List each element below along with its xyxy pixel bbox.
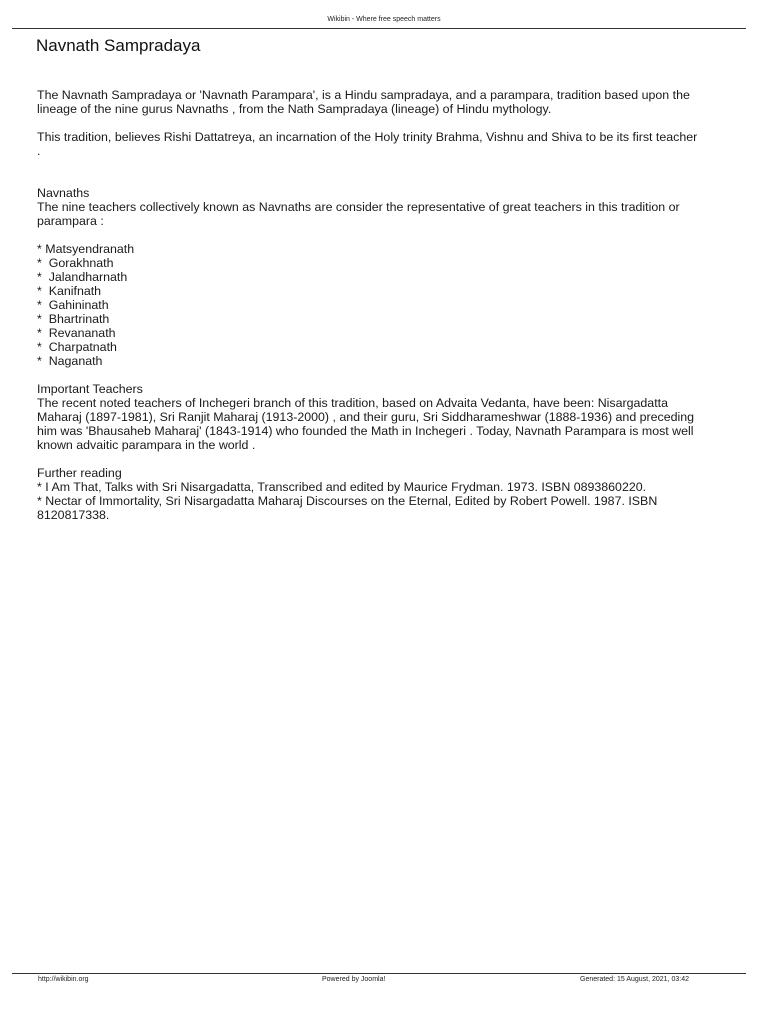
teachers-section (37, 382, 733, 452)
reading-line: * Nectar of Immortality, Sri Nisargadatta Maharaj Discourses on the Eternal, Edited by Robert Powell. 1987. ISBN (37, 494, 658, 508)
list-item: * Matsyendranath (37, 242, 135, 256)
intro-line: The Navnath Sampradaya or 'Navnath Parampara', is a Hindu sampradaya, and a parampara, tradition based upon the (37, 88, 690, 102)
navnaths-intro-line: parampara : (37, 214, 104, 228)
header-divider (12, 28, 746, 29)
tradition-line: . (37, 144, 41, 158)
intro-paragraph (37, 88, 733, 116)
list-item: * Revananath (37, 326, 116, 340)
teachers-line: him was 'Bhausaheb Maharaj' (1843-1914) who founded the Math in Inchegeri . Today, Navnath Parampara is most well (37, 424, 694, 438)
navnaths-list (37, 242, 733, 368)
footer-generated-date: Generated: 15 August, 2021, 03:42 (580, 976, 689, 983)
list-item: * Bhartrinath (37, 312, 110, 326)
tradition-paragraph (37, 130, 733, 158)
footer-divider (12, 973, 746, 974)
teachers-line: Maharaj (1897-1981), Sri Ranjit Maharaj (1913-2000) , and their guru, Sri Siddharameshwar (1888-1936) and preceding (37, 410, 695, 424)
navnaths-section (37, 186, 733, 228)
section-heading-further-reading: Further reading (37, 466, 122, 480)
section-heading-teachers: Important Teachers (37, 382, 143, 396)
footer-url: http://wikibin.org (38, 976, 89, 983)
list-item: * Jalandharnath (37, 270, 128, 284)
footer-powered-by: Powered by Joomla! (322, 976, 386, 983)
teachers-line: known advaitic parampara in the world . (37, 438, 256, 452)
tradition-line: This tradition, believes Rishi Dattatreya, an incarnation of the Holy trinity Brahma, Vishnu and Shiva to be its first teacher (37, 130, 698, 144)
intro-line: lineage of the nine gurus Navnaths , from the Nath Sampradaya (lineage) of Hindu mythology. (37, 102, 552, 116)
site-tagline: Wikibin - Where free speech matters (327, 16, 441, 23)
section-heading-navnaths: Navnaths (37, 186, 90, 200)
list-item: * Gorakhnath (37, 256, 114, 270)
reading-line: * I Am That, Talks with Sri Nisargadatta, Transcribed and edited by Maurice Frydman. 1973. ISBN 0893860220. (37, 480, 647, 494)
list-item: * Naganath (37, 354, 103, 368)
teachers-line: The recent noted teachers of Inchegeri branch of this tradition, based on Advaita Vedanta, have been: Nisargadatta (37, 396, 668, 410)
further-reading-section (37, 466, 733, 522)
article-body (37, 88, 733, 522)
navnaths-intro-line: The nine teachers collectively known as Navnaths are consider the representative of great teachers in this tradition or (37, 200, 680, 214)
page-title: Navnath Sampradaya (36, 36, 201, 55)
reading-line: 8120817338. (37, 508, 110, 522)
list-item: * Gahininath (37, 298, 109, 312)
list-item: * Charpatnath (37, 340, 117, 354)
list-item: * Kanifnath (37, 284, 102, 298)
